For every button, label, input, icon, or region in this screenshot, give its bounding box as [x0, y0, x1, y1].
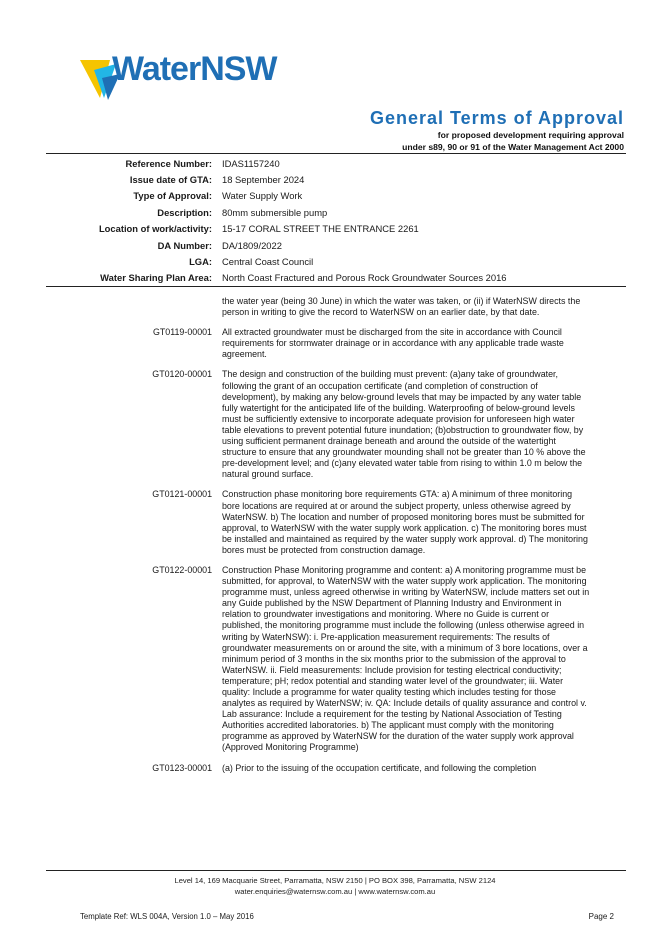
meta-row-reference: [46, 155, 626, 171]
meta-label: LGA:: [189, 256, 212, 268]
meta-label: Type of Approval:: [133, 190, 212, 202]
meta-value: 15-17 CORAL STREET THE ENTRANCE 2261: [222, 223, 419, 235]
condition-item: [46, 327, 626, 360]
condition-text: All extracted groundwater must be discharged from the site in accordance with Council requirements for stormwater drainage or in accordance with any applicable trade waste agreement.: [222, 327, 564, 360]
meta-row-issue-date: [46, 171, 626, 187]
conditions-list: [46, 296, 626, 783]
page-number: Page 2: [588, 912, 614, 921]
condition-code: GT0122-00001: [152, 564, 212, 575]
meta-value: IDAS1157240: [222, 157, 280, 169]
details-divider: [46, 286, 626, 287]
footer-contact: water.enquiries@waternsw.com.au | www.waternsw.com.au: [234, 887, 436, 896]
meta-row-location: [46, 221, 626, 237]
document-title: General Terms of Approval: [369, 108, 624, 128]
meta-value: Water Supply Work: [222, 190, 303, 202]
condition-text: Construction Phase Monitoring programme and content: a) A monitoring programme must be submitted, for approval, to WaterNSW with the water supply work application. The monitoring programme must, unless agreed otherwise in writing by WaterNSW, include matters set out in any Guide published by the NSW Department of Planning Industry and Environment in relation to groundwater investigations and monitoring. Where no Guide is current or published, the monitoring programme must include the following (unless otherwise agreed in writing by WaterNSW): i. Pre-application measurement requirements: The results of groundwater measurements on or around the site, with a minimum of 3 bore locations, over a minimum period of 3 months in the six months prior to the submission of the approval to WaterNSW. ii. Field measurements: Include provision for testing electrical conductivity; temperature; pH; redox potential and standing water level of the groundwater; iii. Water quality: Include a programme for water quality testing which includes testing for those analytes as required by WaterNSW; iv. QA: Include details of quality assurance and control v. Lab assurance: Include a requirement for the testing by National Association of Testing Authorities accredited laboratories. b) The applicant must comply with the monitoring programme as approved by WaterNSW for the duration of the water supply work approval (Approved Monitoring Programme): [222, 564, 590, 753]
meta-row-type: [46, 188, 626, 204]
condition-item: [46, 369, 626, 480]
meta-label: Water Sharing Plan Area:: [100, 272, 212, 284]
meta-value: 18 September 2024: [222, 174, 305, 186]
waternsw-logo-text: WaterNSW: [112, 50, 277, 88]
meta-row-water-sharing-plan: [46, 270, 626, 286]
condition-item: [46, 763, 626, 774]
condition-item: [46, 489, 626, 556]
condition-text: the water year (being 30 June) in which the water was taken, or (ii) if WaterNSW directs the person in writing to give the record to WaterNSW on an earlier date, by that date.: [222, 296, 581, 318]
meta-label: Location of work/activity:: [98, 223, 212, 235]
condition-text: The design and construction of the building must prevent: (a)any take of groundwater, following the grant of an occupation certificate (and completion of construction of development), by making any below-ground levels that may be impacted by any water table fully watertight for the anticipated life of the building. Waterproofing of below-ground levels must be sufficiently extensive to incorporate adequate provision for unforeseen high water table elevations to prevent potential future inundation; (b)obstruction to groundwater flow, by using sufficient permanent drainage beneath and around the outside of the watertight structure to ensure that any groundwater mounding shall not be greater than 10 % above the pre-development level; and (c)any elevated water table from rising to within 1.0 m below the natural ground surface.: [222, 369, 586, 480]
condition-text: (a) Prior to the issuing of the occupation certificate, and following the completion: [222, 762, 537, 773]
meta-row-description: [46, 204, 626, 220]
meta-row-da-number: [46, 237, 626, 253]
condition-item: [46, 565, 626, 754]
footer-address: Level 14, 169 Macquarie Street, Parramatta, NSW 2150 | PO BOX 398, Parramatta, NSW 2124: [174, 876, 496, 885]
condition-code: GT0120-00001: [152, 369, 212, 380]
condition-code: GT0121-00001: [152, 489, 212, 500]
header-divider: [46, 153, 626, 154]
condition-code: [46, 296, 222, 318]
document-subtitle-line1: for proposed development requiring approval: [437, 130, 624, 140]
document-subtitle-line2: under s89, 90 or 91 of the Water Management Act 2000: [402, 142, 624, 152]
meta-value: Central Coast Council: [222, 256, 314, 268]
meta-value: North Coast Fractured and Porous Rock Groundwater Sources 2016: [222, 272, 507, 284]
footer-divider: [46, 870, 626, 871]
condition-item: [46, 296, 626, 318]
meta-value: DA/1809/2022: [222, 239, 282, 251]
meta-value: 80mm submersible pump: [222, 206, 328, 218]
condition-code: GT0123-00001: [152, 762, 212, 773]
condition-code: GT0119-00001: [152, 327, 212, 338]
meta-label: DA Number:: [157, 239, 212, 251]
template-reference: Template Ref: WLS 004A, Version 1.0 – May 2016: [80, 912, 254, 921]
meta-label: Reference Number:: [125, 157, 212, 169]
meta-label: Issue date of GTA:: [129, 174, 212, 186]
meta-row-lga: [46, 253, 626, 269]
meta-label: Description:: [157, 206, 212, 218]
condition-text: Construction phase monitoring bore requirements GTA: a) A minimum of three monitoring bore locations are required at or around the subject property, unless otherwise agreed by WaterNSW. b) The location and number of proposed monitoring bores must be submitted for approval, to WaterNSW with the water supply work application. c) The monitoring bores must be installed and maintained as required by the water supply work approval. d) The monitoring bores must be protected from construction damage.: [222, 489, 588, 555]
approval-details-table: [46, 155, 626, 286]
